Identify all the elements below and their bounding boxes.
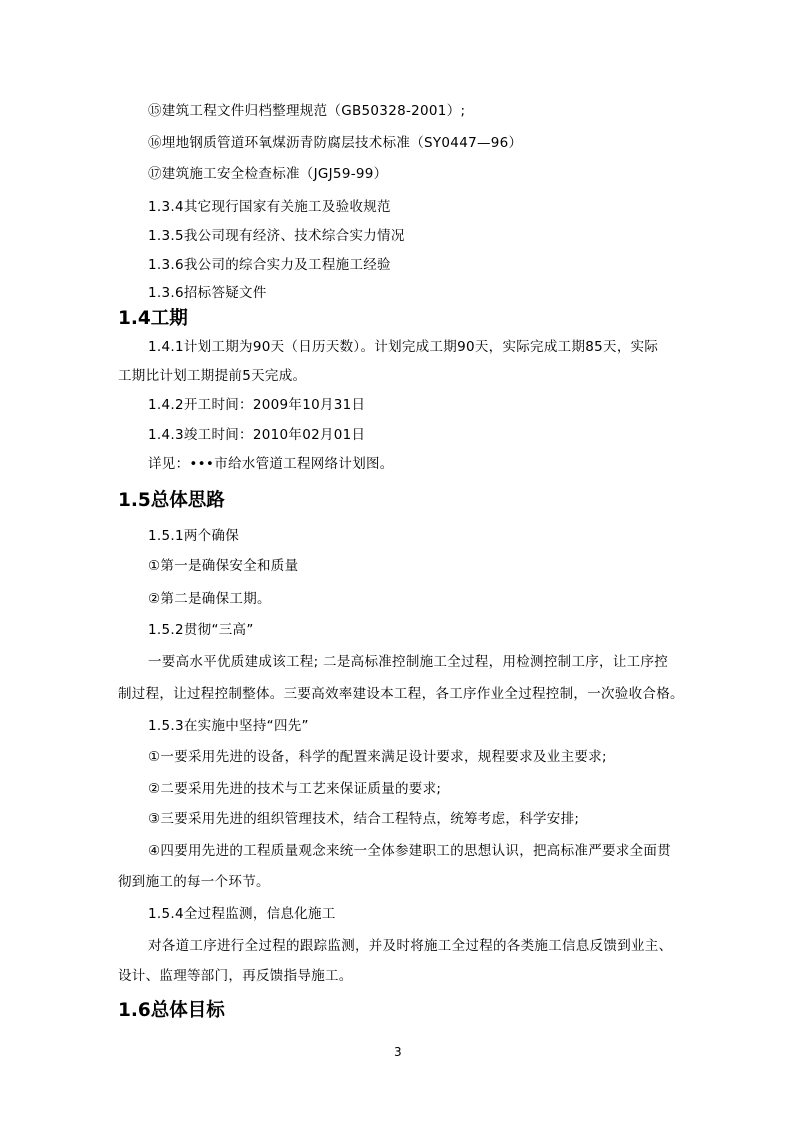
clause-1-3-6a: 1.3.6我公司的综合实力及工程施工经验: [148, 257, 391, 273]
standard-item-17: ⑰建筑施工安全检查标准（JGJ59-99）: [148, 166, 388, 182]
clause-1-5-1-a: ①第一是确保安全和质量: [148, 558, 299, 574]
clause-1-5-4-p-line2: 设计、监理等部门，再反馈指导施工。: [118, 968, 353, 984]
page-number: 3: [394, 1045, 402, 1059]
clause-1-5-4: 1.5.4全过程监测，信息化施工: [148, 906, 336, 922]
clause-1-5-3-d-line2: 彻到施工的每一个环节。: [118, 874, 270, 890]
clause-1-4-1-line2: 工期比计划工期提前5天完成。: [118, 368, 307, 384]
see-network-plan: 详见：•••市给水管道工程网络计划图。: [148, 456, 394, 472]
clause-1-5-3-b: ②二要采用先进的技术与工艺来保证质量的要求;: [148, 781, 442, 797]
clause-1-3-4: 1.3.4其它现行国家有关施工及验收规范: [148, 199, 391, 215]
heading-1-4: 1.4工期: [118, 308, 188, 329]
clause-1-5-3-d-line1: ④四要用先进的工程质量观念来统一全体参建职工的思想认识，把高标准严要求全面贯: [148, 843, 672, 859]
clause-1-5-3-a: ①一要采用先进的设备，科学的配置来满足设计要求，规程要求及业主要求;: [148, 749, 607, 765]
heading-1-5: 1.5总体思路: [118, 490, 225, 511]
standard-item-15: ⑮建筑工程文件归档整理规范（GB50328-2001）;: [148, 103, 466, 119]
clause-1-5-3-c: ③三要采用先进的组织管理技术，结合工程特点，统筹考虑，科学安排;: [148, 811, 580, 827]
clause-1-5-2-p-line2: 制过程，让过程控制整体。三要高效率建设本工程，各工序作业全过程控制，一次验收合格。: [118, 686, 684, 702]
heading-1-6: 1.6总体目标: [118, 1000, 225, 1021]
standard-item-16: ⑯埋地钢质管道环氧煤沥青防腐层技术标准（SY0447—96）: [148, 135, 523, 151]
clause-1-4-3: 1.4.3竣工时间：2010年02月01日: [148, 427, 366, 443]
clause-1-5-2-p-line1: 一要高水平优质建成该工程; 二是高标准控制施工全过程，用检测控制工序，让工序控: [148, 654, 669, 670]
clause-1-5-3: 1.5.3在实施中坚持“四先”: [148, 718, 309, 734]
clause-1-3-5: 1.3.5我公司现有经济、技术综合实力情况: [148, 228, 405, 244]
clause-1-5-4-p-line1: 对各道工序进行全过程的跟踪监测，并及时将施工全过程的各类施工信息反馈到业主、: [148, 938, 673, 954]
clause-1-3-6b: 1.3.6招标答疑文件: [148, 285, 267, 301]
clause-1-5-1-b: ②第二是确保工期。: [148, 591, 271, 607]
clause-1-4-2: 1.4.2开工时间：2009年10月31日: [148, 397, 366, 413]
clause-1-5-2: 1.5.2贯彻“三高”: [148, 622, 254, 638]
clause-1-4-1-line1: 1.4.1计划工期为90天（日历天数）。计划完成工期90天，实际完成工期85天，实际: [148, 339, 659, 355]
clause-1-5-1: 1.5.1两个确保: [148, 528, 240, 544]
